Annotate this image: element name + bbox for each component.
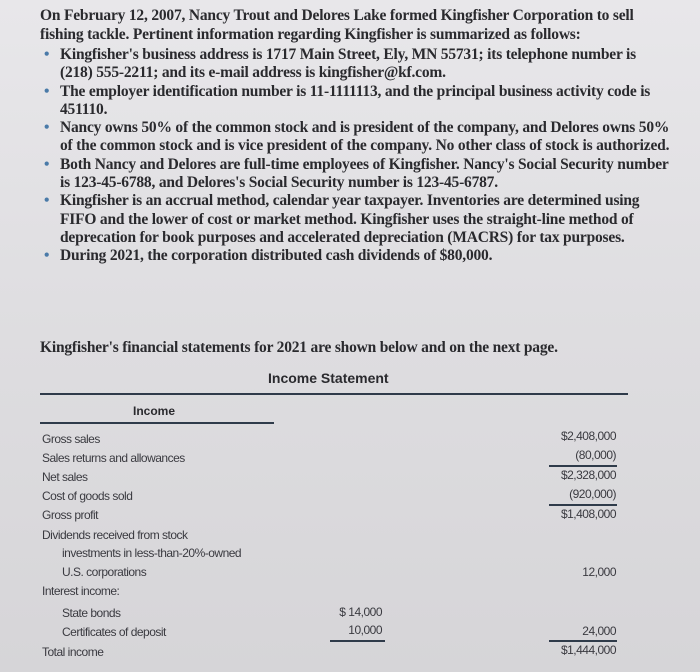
bullet-icon: •: [44, 46, 50, 63]
list-item: • Both Nancy and Delores are full-time employees of Kingfisher. Nancy's Social Security number is 123-45-6788, and Delores's Social Security number is 123-45-6787.: [44, 155, 669, 192]
list-item: • Nancy owns 50% of the common stock and is president of the company, and Delores owns 50% of the common stock and is vice president of the company. No other class of stock is authorized.: [44, 119, 670, 155]
row-label-gross-sales: Gross sales: [42, 432, 100, 446]
row-label-total-income: Total income: [42, 645, 104, 659]
statements-intro: Kingfisher's financial statements for 2021 are shown below and on the next page.: [40, 339, 558, 356]
bullet-icon: •: [44, 247, 50, 265]
underline: [549, 640, 617, 642]
list-item: • The employer identification number is 11-1111113, and the principal business activity code is 451110.: [44, 82, 651, 118]
bullet-icon: •: [44, 119, 50, 137]
bullet-icon: •: [44, 82, 50, 100]
info-list: [40, 46, 670, 266]
row-label-gross-profit: Gross profit: [42, 508, 99, 522]
amount-gross-sales: $2,408,000: [560, 429, 616, 443]
divider: [40, 393, 628, 395]
bullet-icon: •: [44, 192, 50, 210]
list-item: • Kingfisher's business address is 1717 Main Street, Ely, MN 55731; its telephone number is (218) 555-2211; and its e-mail address is kingfisher@kf.com.: [44, 46, 636, 82]
row-label-us-corporations: U.S. corporations: [62, 565, 147, 579]
row-label-sales-returns: Sales returns and allowances: [42, 451, 185, 465]
amount-interest-total: 24,000: [582, 624, 616, 638]
row-label-dividends: Dividends received from stock: [42, 528, 188, 542]
divider: [40, 422, 274, 424]
statement-title: Income Statement: [268, 370, 389, 386]
amount-sales-returns: (80,000): [575, 448, 616, 462]
amount-total-income: $1,444,000: [560, 643, 616, 657]
amount-state-bonds: $ 14,000: [339, 605, 382, 619]
underline: [549, 504, 617, 506]
amount-gross-profit: $1,408,000: [560, 507, 616, 521]
row-label-cogs: Cost of goods sold: [42, 489, 133, 503]
amount-certificates: 10,000: [348, 623, 382, 637]
underline: [549, 465, 617, 467]
underline: [330, 640, 385, 642]
row-label-net-sales: Net sales: [42, 470, 88, 484]
amount-net-sales: $2,328,000: [560, 468, 616, 482]
list-item: • During 2021, the corporation distributed cash dividends of $80,000.: [44, 247, 493, 265]
row-label-certificates: Certificates of deposit: [62, 625, 166, 639]
bullet-icon: •: [44, 155, 50, 173]
row-label-interest-income: Interest income:: [42, 584, 120, 598]
row-label-dividends-cont: investments in less-than-20%-owned: [62, 546, 242, 560]
intro-paragraph: On February 12, 2007, Nancy Trout and Delores Lake formed Kingfisher Corporation to sell fishing tackle. Pertinent information regarding Kingfisher is summarized as follows:: [40, 7, 634, 43]
row-label-state-bonds: State bonds: [62, 606, 121, 620]
amount-cogs: (920,000): [569, 487, 616, 501]
amount-dividends: 12,000: [582, 565, 616, 579]
list-item: • Kingfisher is an accrual method, calendar year taxpayer. Inventories are determined using FIFO and the lower of cost or market method. Kingfisher uses the straight-line method of deprecation for book purposes and accelerated depreciation (MACRS) for tax purposes.: [44, 192, 640, 246]
section-heading: Income: [133, 404, 176, 418]
